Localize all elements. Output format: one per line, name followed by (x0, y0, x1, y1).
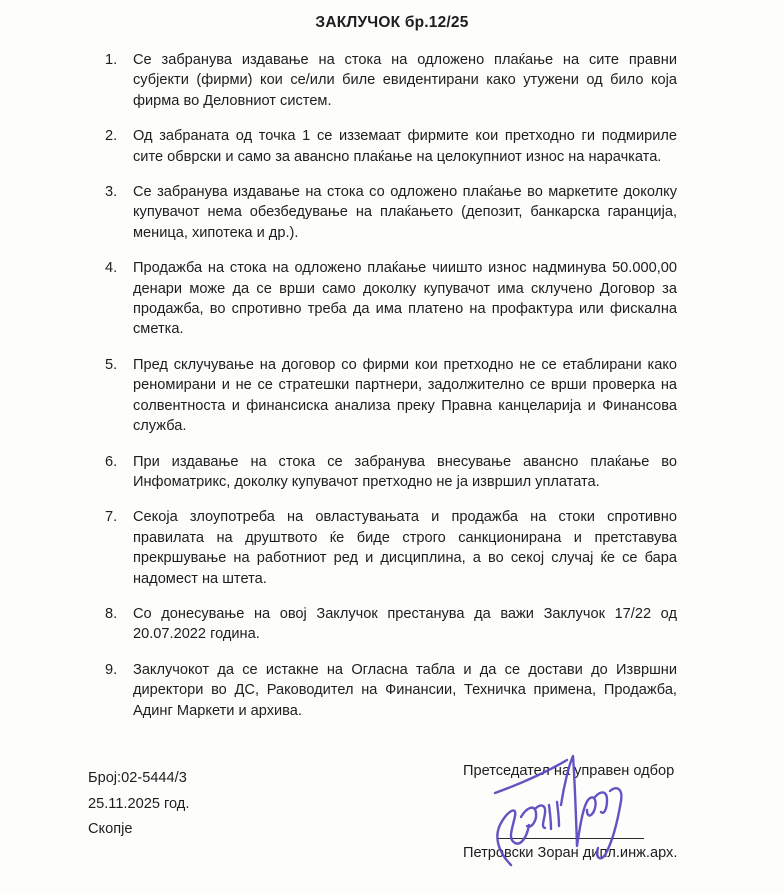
item-text: Заклучокот да се истакне на Огласна табла и да се достави до Извршни директори во ДС, Раководител на Финансии, Техничка примена, Продажба, Адинг Маркети и архива. (133, 661, 677, 719)
reference-block (88, 766, 189, 843)
item-text: Се забранува издавање на стока со одложено плаќање во маркетите доколку купувачот нема обезбедување на плаќањето (депозит, банкарска гаранција, меница, хипотека и др.). (133, 184, 677, 241)
item-text: Од забраната од точка 1 се изземаат фирмите кои претходно ги подмириле сите обврски и само за авансно плаќање на целокупниот износ на нарачката. (133, 128, 677, 165)
signature-block (463, 763, 703, 894)
list-item (105, 50, 677, 111)
list-item (105, 660, 677, 721)
item-text: Пред склучување на договор со фирми кои претходно не се етаблирани како реномирани и не се стратешки партнери, задолжително се врши проверка на солвентноста и финансиска анализа преку Правна канцеларија и Финансова служба. (133, 356, 677, 435)
item-text: Се забранува издавање на стока на одложено плаќање на сите правни субјекти (фирми) кои се/или биле евидентирани како утужени од било која фирма во Деловниот систем. (133, 52, 677, 109)
signatory-name: Петровски Зоран дипл.инж.арх. (463, 845, 678, 861)
item-number: 6. (105, 453, 118, 470)
list-item (105, 507, 677, 589)
item-number: 9. (105, 661, 118, 678)
list-item (105, 182, 677, 243)
footer (0, 763, 784, 894)
item-number: 3. (105, 184, 118, 201)
list-item (105, 126, 677, 167)
item-number: 5. (105, 356, 118, 373)
list-item (105, 604, 677, 645)
item-number: 4. (105, 260, 118, 277)
item-text: Секоја злоупотреба на овластувањата и продажба на стоки спротивно правилата на друштвото ќе биде строго санкционирана и претставува прекршување на работниот ред и дисциплина, а во секој случај ќе се бара надомест на штета. (133, 509, 677, 587)
item-number: 7. (105, 509, 118, 526)
document-city: Скопје (88, 821, 133, 837)
conclusion-list (105, 50, 677, 721)
document-date: 25.11.2025 год. (88, 795, 190, 812)
document-title: ЗАКЛУЧОК бр.12/25 (315, 14, 469, 31)
item-text: Со донесување на овој Заклучок престанува да важи Заклучок 17/22 од 20.07.2022 година. (133, 605, 677, 643)
list-item (105, 452, 677, 493)
signature-line (497, 838, 644, 839)
item-text: Продажба на стока на одложено плаќање чиишто износ надминува 50.000,00 денари може да се врши само доколку купувачот има склучено Договор за продажба, во спротивно треба да има платено на профактура или фискална сметка. (133, 260, 677, 338)
item-number: 1. (105, 52, 118, 68)
list-item (105, 258, 677, 340)
reference-number: Број:02-5444/3 (88, 770, 187, 786)
item-text: При издавање на стока се забранува внесување авансно плаќање во Инфоматрикс, доколку купувачот претходно не ја извршил уплатата. (133, 453, 677, 490)
signatory-role: Претседател на управен одбор (463, 763, 675, 779)
item-number: 2. (105, 128, 118, 145)
item-number: 8. (105, 605, 118, 622)
list-item (105, 355, 677, 437)
